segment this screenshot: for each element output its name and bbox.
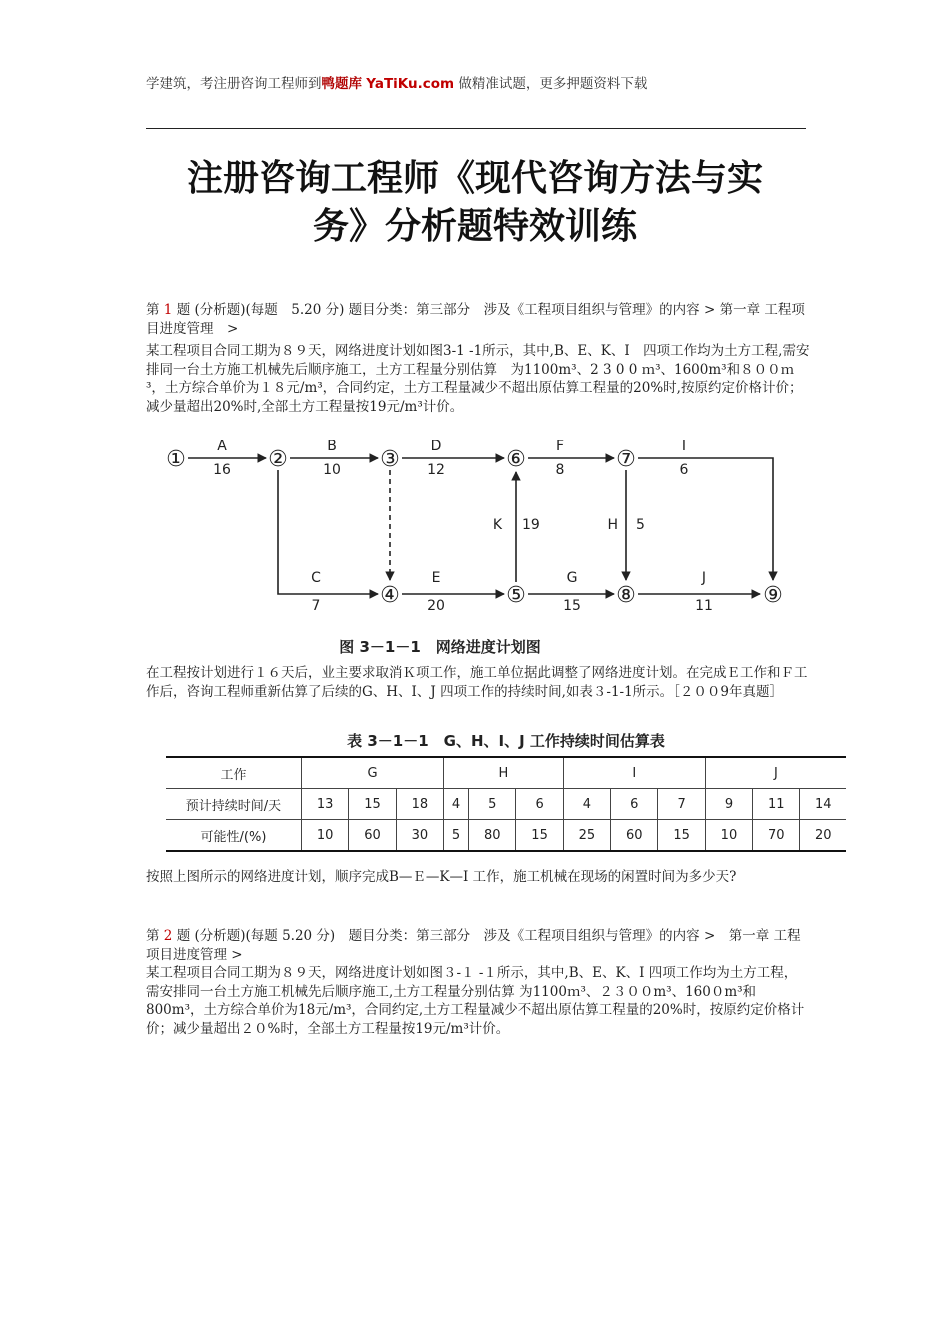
question-2-header — [146, 927, 810, 964]
banner-site-name[interactable]: 鸭题库 — [321, 76, 362, 92]
node-3: ③ — [380, 447, 400, 472]
q2-prefix: 第 — [146, 928, 160, 944]
node-6: ⑥ — [506, 447, 526, 472]
row-label-duration: 预计持续时间/天 — [166, 789, 302, 820]
duration-estimate-table — [166, 756, 846, 852]
label-c: C — [311, 570, 321, 586]
site-banner — [146, 72, 647, 92]
network-diagram — [150, 440, 810, 660]
dur-j: 11 — [695, 598, 713, 614]
question-1-body: 某工程项目合同工期为８９天，网络进度计划如图3-1 -1所示，其中,B、E、K、I 四项工作均为土方工程,需安排同一台土方施工机械先后顺序施工，土方工程量分别估算 为1100m³、2 3 0 0 ｍ³、1600m³和８００ｍ³，土方综合单价为１８元/m³，合同约定，土方工程量减少不超出原估算工程量的20%时,按原约定价格计价；减少量超出20%时,全部土方工程量按19元/m³计价。 — [146, 343, 810, 415]
table-cell: 9 — [705, 789, 752, 820]
label-f: F — [555, 440, 565, 454]
dur-b: 10 — [323, 462, 341, 478]
dur-c: 7 — [311, 598, 321, 614]
node-2: ② — [268, 447, 288, 472]
dur-f: 8 — [555, 462, 565, 478]
table-cell: 20 — [800, 820, 846, 852]
table-cell: 6 — [611, 789, 658, 820]
table-cell: 10 — [302, 820, 349, 852]
dur-k: 19 — [522, 517, 540, 533]
dur-g: 15 — [563, 598, 581, 614]
table-cell: 15 — [516, 820, 563, 852]
table-cell: 15 — [658, 820, 705, 852]
group-i: I — [563, 757, 705, 789]
q2-header-text: 题 (分析题)(每题 5.20 分) 题目分类：第三部分 涉及《工程项目组织与管理》的内容 > 第一章 工程项目进度管理 > — [146, 928, 801, 963]
label-d: D — [430, 440, 442, 454]
table-cell: 5 — [444, 820, 469, 852]
label-h: H — [607, 517, 618, 533]
dur-i: 6 — [679, 462, 689, 478]
node-4: ④ — [380, 583, 400, 608]
table-cell: 60 — [611, 820, 658, 852]
table-cell: 18 — [396, 789, 443, 820]
figure-caption: 图 3－1－1 网络进度计划图 — [339, 638, 541, 656]
table-cell: 30 — [396, 820, 443, 852]
question-1-header — [146, 301, 810, 338]
label-i: I — [681, 440, 687, 454]
title-line-2: 务》分析题特效训练 — [312, 206, 637, 247]
label-g: G — [566, 570, 578, 586]
table-cell: 25 — [563, 820, 610, 852]
label-k: K — [492, 517, 502, 533]
group-j: J — [705, 757, 846, 789]
node-5: ⑤ — [506, 583, 526, 608]
table-cell: 15 — [349, 789, 396, 820]
table-cell: 6 — [516, 789, 563, 820]
q2-number: 2 — [163, 928, 173, 944]
table-cell: 5 — [469, 789, 516, 820]
header-divider — [146, 128, 806, 129]
group-g: G — [302, 757, 444, 789]
table-cell: 4 — [444, 789, 469, 820]
table-cell: 70 — [753, 820, 800, 852]
table-caption: 表 3－1－1 G、H、I、J 工作持续时间估算表 — [347, 732, 665, 750]
banner-prefix: 学建筑，考注册咨询工程师到 — [146, 76, 322, 92]
label-j: J — [701, 570, 707, 586]
table-cell: 80 — [469, 820, 516, 852]
label-a: A — [217, 440, 227, 454]
row-label-probability: 可能性/(%) — [166, 820, 302, 852]
question-1-question: 按照上图所示的网络进度计划，顺序完成B—Ｅ—K—I 工作，施工机械在现场的闲置时间为多少天? — [146, 869, 737, 885]
label-b: B — [327, 440, 337, 454]
table-cell: 10 — [705, 820, 752, 852]
document-title — [140, 155, 810, 251]
question-2-body: 某工程项目合同工期为８９天，网络进度计划如图３-１ -１所示，其中,B、E、K、I 四项工作均为土方工程，需安排同一台土方施工机械先后顺序施工,土方工程量分别估算 为1100ｍ³、２３００m³、160０m³和800m³，土方综合单价为18元/m³，合同约定,土方工程量减少不超出原估算工程量的20%时，按原约定价格计价；减少量超出２０%时，全部土方工程量按19元/m³计价。 — [146, 965, 805, 1037]
table-cell: 11 — [753, 789, 800, 820]
label-e: E — [431, 570, 441, 586]
table-cell: 4 — [563, 789, 610, 820]
table-cell: 13 — [302, 789, 349, 820]
group-h: H — [444, 757, 564, 789]
table-cell: 14 — [800, 789, 846, 820]
table-row-durations — [166, 789, 846, 820]
dur-e: 20 — [427, 598, 445, 614]
node-7: ⑦ — [616, 447, 636, 472]
question-1-body-2: 在工程按计划进行１６天后，业主要求取消Ｋ项工作，施工单位据此调整了网络进度计划。在完成Ｅ工作和Ｆ工作后，咨询工程师重新估算了后续的G、H、I、J 四项工作的持续时间,如表３-1-1所示。［２００9年真题］ — [146, 665, 808, 700]
table-cell: 60 — [349, 820, 396, 852]
node-8: ⑧ — [616, 583, 636, 608]
table-row-probabilities — [166, 820, 846, 852]
dur-h: 5 — [636, 517, 645, 533]
banner-suffix: 做精准试题，更多押题资料下载 — [458, 76, 648, 92]
q1-header-text: 题 (分析题)(每题 5.20 分) 题目分类：第三部分 涉及《工程项目组织与管理》的内容 > 第一章 工程项目进度管理 > — [146, 302, 805, 337]
banner-brand-link[interactable]: YaTiKu.com — [366, 76, 455, 92]
table-cell: 7 — [658, 789, 705, 820]
q1-number: 1 — [163, 302, 173, 318]
node-1: ① — [166, 447, 186, 472]
dur-a: 16 — [213, 462, 231, 478]
title-line-1: 注册咨询工程师《现代咨询方法与实 — [186, 158, 763, 199]
table-header-row — [166, 757, 846, 789]
q1-prefix: 第 — [146, 302, 160, 318]
arrow-i — [638, 458, 773, 580]
dur-d: 12 — [427, 462, 445, 478]
node-9: ⑨ — [763, 583, 783, 608]
row-label-work: 工作 — [166, 757, 302, 789]
arrow-c — [278, 470, 378, 594]
